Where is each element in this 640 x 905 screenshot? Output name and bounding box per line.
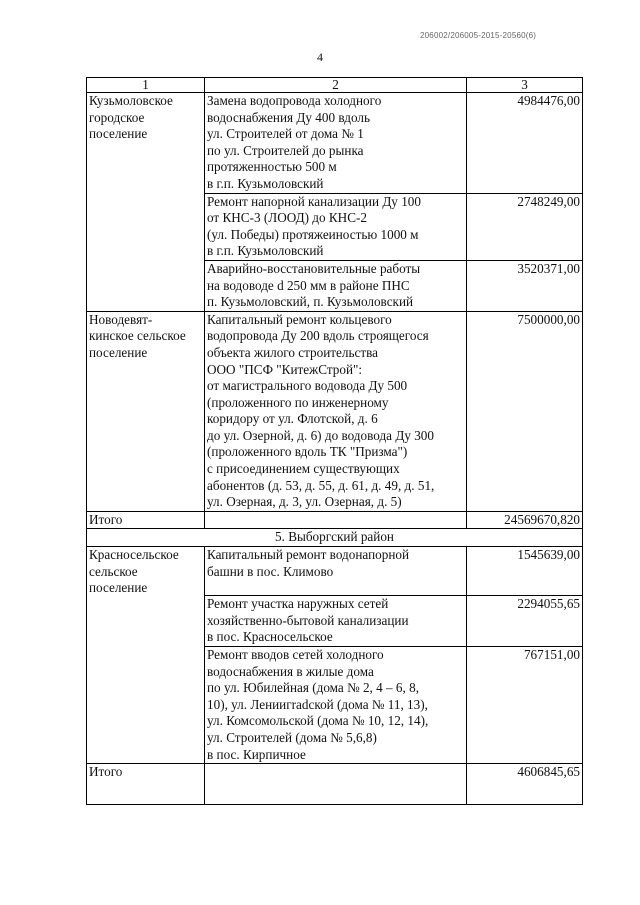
table-row	[87, 311, 583, 511]
section-title: 5. Выборгский район	[87, 529, 583, 547]
table-header-row	[87, 78, 583, 93]
total-label: Итого	[87, 764, 205, 805]
column-header-3: 3	[467, 78, 583, 93]
total-amount: 24569670,820	[467, 511, 583, 529]
work-description: Капитальный ремонт водонапорной башни в пос. Климово	[207, 547, 410, 579]
total-empty-cell	[205, 511, 467, 529]
document-registration-number: 206002/206005-2015-20560(6)	[420, 31, 537, 40]
total-row	[87, 511, 583, 529]
settlement-name: Кузьмоловское городское поселение	[87, 93, 205, 312]
work-amount: 7500000,00	[467, 311, 583, 511]
total-label: Итого	[87, 511, 205, 529]
work-amount: 1545639,00	[467, 547, 583, 596]
table-row	[87, 93, 583, 194]
work-amount: 2748249,00	[467, 193, 583, 260]
work-description-cell	[205, 547, 467, 596]
settlement-name: Красносельское сельское поселение	[87, 547, 205, 764]
total-amount: 4606845,65	[467, 764, 583, 805]
work-description: Ремонт напорной канализации Ду 100 от КНС-3 (ЛООД) до КНС-2 (ул. Победы) протяжеиностью 1000 м в г.п. Кузьмоловский	[205, 193, 467, 260]
work-description: Замена водопровода холодного водоснабжения Ду 400 вдоль ул. Строителей от дома № 1 по ул. Строителей до рынка протяженностью 500 м в г.п. Кузьмоловский	[205, 93, 467, 194]
work-description: Капитальный ремонт кольцевого водопровода Ду 200 вдоль строящегося объекта жилого строительства ООО "ПСФ "КитежСтрой": от магистрального водовода Ду 500 (проложенного по инженерному коридору от ул. Флотской, д. 6 до ул. Озерной, д. 6) до водовода Ду 300 (проложенного вдоль ТК "Призма") с присоединением существующих абонентов (д. 53, д. 55, д. 61, д. 49, д. 51, ул. Озерная, д. 3, ул. Озерная, д. 5)	[205, 311, 467, 511]
work-description: Ремонт вводов сетей холодного водоснабжения в жилые дома по ул. Юбилейная (дома № 2, 4 – 6, 8, 10), ул. Лениигradской (дома № 11, 13), ул. Комсомольской (дома № 10, 12, 14), ул. Строителей (дома № 5,6,8) в пос. Кирпичное	[205, 647, 467, 764]
section-row	[87, 529, 583, 547]
settlement-name: Новодевят- кинское сельское поселение	[87, 311, 205, 511]
work-description: Ремонт участка наружных сетей хозяйственно-бытовой канализации в пос. Красносельское	[205, 596, 467, 647]
work-amount: 2294055,65	[467, 596, 583, 647]
funding-table	[86, 77, 583, 805]
column-header-1: 1	[87, 78, 205, 93]
page-number: 4	[317, 50, 323, 64]
table-row	[87, 547, 583, 596]
work-description: Аварийно-восстановительные работы на водоводе d 250 мм в районе ПНС п. Кузьмоловский, п. Кузьмоловский	[205, 260, 467, 311]
work-amount: 3520371,00	[467, 260, 583, 311]
total-empty-cell	[205, 764, 467, 805]
work-amount: 4984476,00	[467, 93, 583, 194]
total-row	[87, 764, 583, 805]
column-header-2: 2	[205, 78, 467, 93]
work-amount: 767151,00	[467, 647, 583, 764]
